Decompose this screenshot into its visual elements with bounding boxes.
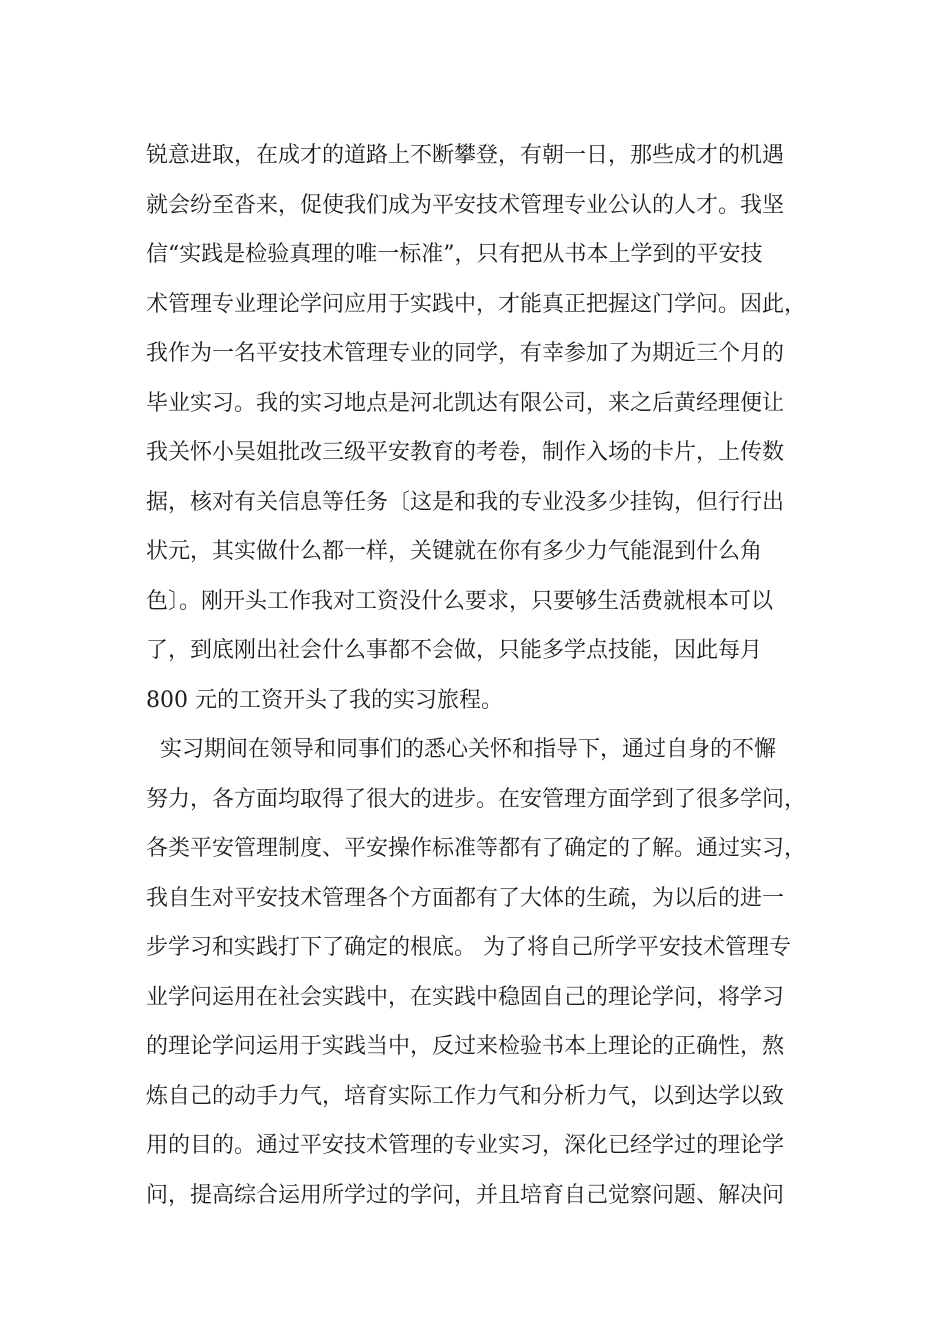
text-line: 锐意进取，在成才的道路上不断攀登，有朝一日，那些成才的机遇: [146, 143, 785, 168]
text-line: 状元，其实做什么都一样，关键就在你有多少力气能混到什么角: [146, 539, 763, 564]
text-line: 步学习和实践打下了确定的根底。 为了将自己所学平安技术管理专: [146, 935, 791, 960]
text-line: 用的目的。通过平安技术管理的专业实习，深化已经学过的理论学: [146, 1133, 785, 1158]
body-text: [146, 131, 814, 1220]
text-line: 信“实践是检验真理的唯一标准”，只有把从书本上学到的平安技: [146, 242, 763, 267]
text-line: 术管理专业理论学问应用于实践中，才能真正把握这门学问。因此，: [146, 291, 807, 317]
text-line: 据，核对有关信息等任务〔这是和我的专业没多少挂钩，但行行出: [146, 489, 785, 515]
text-line: 色〕。刚开头工作我对工资没什么要求，只要够生活费就根本可以: [146, 588, 774, 614]
text-line: 800 元的工资开头了我的实习旅程。: [146, 687, 503, 713]
text-line: 的理论学问运用于实践当中，反过来检验书本上理论的正确性，熬: [146, 1034, 785, 1059]
text-line: 了，到底刚出社会什么事都不会做，只能多学点技能，因此每月: [146, 638, 763, 663]
text-line: 我关怀小吴姐批改三级平安教育的考卷，制作入场的卡片，上传数: [146, 440, 785, 465]
text-line: 努力，各方面均取得了很大的进步。在安管理方面学到了很多学问，: [146, 786, 807, 812]
text-line: 实习期间在领导和同事们的悉心关怀和指导下，通过自身的不懈: [160, 737, 777, 762]
paragraph: [146, 725, 814, 1220]
paragraph: [146, 131, 814, 725]
text-line: 炼自己的动手力气，培育实际工作力气和分析力气，以到达学以致: [146, 1083, 785, 1109]
text-line: 业学问运用在社会实践中，在实践中稳固自己的理论学问，将学习: [146, 984, 785, 1010]
text-line: 我自生对平安技术管理各个方面都有了大体的生疏，为以后的进一: [146, 885, 785, 911]
text-line: 就会纷至沓来，促使我们成为平安技术管理专业公认的人才。我坚: [146, 192, 785, 218]
text-line: 各类平安管理制度、平安操作标准等都有了确定的了解。通过实习，: [146, 836, 807, 861]
text-line: 问，提高综合运用所学过的学问，并且培育自己觉察问题、解决问: [146, 1182, 785, 1208]
text-line: 毕业实习。我的实习地点是河北凯达有限公司，来之后黄经理便让: [146, 390, 785, 416]
text-line: 我作为一名平安技术管理专业的同学，有幸参加了为期近三个月的: [146, 341, 785, 366]
